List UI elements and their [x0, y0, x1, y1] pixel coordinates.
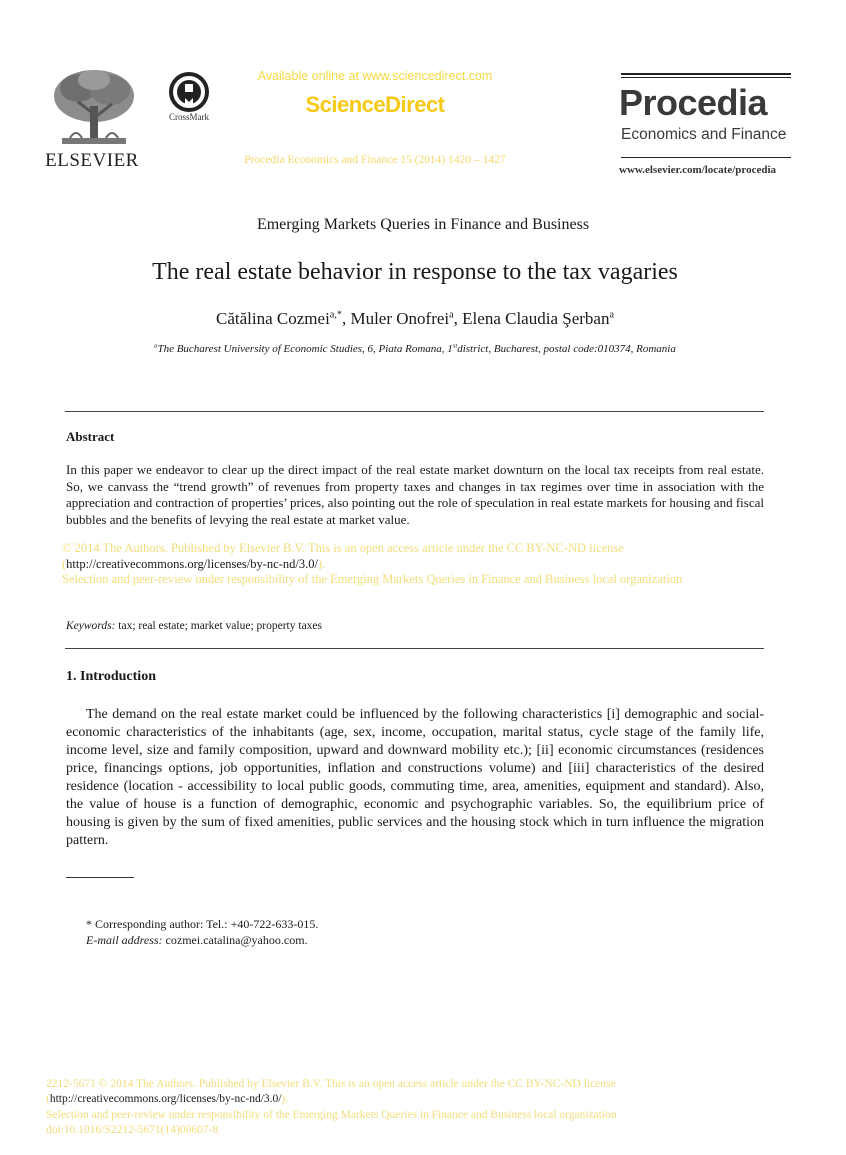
author-separator: , [453, 309, 463, 328]
procedia-subtitle: Economics and Finance [621, 126, 787, 143]
sciencedirect-logo: ScienceDirect [305, 92, 445, 117]
author-name: Muler Onofrei [350, 309, 450, 328]
email-line [86, 933, 308, 948]
author-sup: a,* [329, 309, 342, 321]
footnote-rule [66, 877, 134, 878]
corresponding-author: * Corresponding author: Tel.: +40-722-633-015. [86, 917, 319, 931]
procedia-rule [621, 157, 791, 158]
author-separator: , [341, 309, 351, 328]
footer-license: 2212-5671 © 2014 The Authors. Published by Elsevier B.V. This is an open access article under the CC BY-NC-ND license [46, 1078, 616, 1090]
author-name: Cătălina Cozmei [216, 309, 330, 328]
affiliation-mark: a [154, 342, 158, 350]
license-link[interactable]: http://creativecommons.org/licenses/by-nc-nd/3.0/ [66, 557, 318, 571]
introduction-text: The demand on the real estate market could be influenced by the following characteristics [i] demographic and social-economic characteristics of the inhabitants (age, sex, income, occupation, marital status, cycle stage of the family life, income level, size and family composition, upward and downward mobility etc.); [ii] economic circumstances (residences price, financings options, job opportunities, inflation and constructions volume) and [iii] characteristics of the desired residence (location - accessibility to local public goods, commuting time, area, amenities, equipment and standard). Also, the value of house is a function of demographic, economic and psychographic variables. So, the equilibrium price of housing is given by the sum of fixed amenities, public services and the housing stock which in turn influence the migration pattern. [66, 707, 764, 848]
footer-link-line: (http://creativecommons.org/licenses/by-nc-nd/3.0/). [46, 1093, 289, 1105]
elsevier-wordmark: ELSEVIER [45, 150, 139, 171]
keywords [66, 620, 322, 632]
footer-peer-review: Selection and peer-review under responsibility of the Emerging Markets Queries in Finance and Business local organization [46, 1109, 617, 1121]
footer-license-link[interactable]: http://creativecommons.org/licenses/by-nc-nd/3.0/ [49, 1093, 282, 1105]
author-list [0, 309, 830, 329]
author-sup: a [449, 309, 454, 321]
keywords-text: tax; real estate; market value; property taxes [115, 620, 322, 632]
abstract-text: In this paper we endeavor to clear up the direct impact of the real estate market downturn on the local tax receipts from real estate. So, we canvass the “trend growth” of revenues from property taxes and changes in tax regimes over time in association with the appreciation and contraction of properties’ prices, also pointing out the role of speculation in real estate markets for housing and fiscal bubbles and the benefits of levying the real estate at market value. [66, 462, 764, 527]
affiliation-text: The Bucharest University of Economic Studies, 6, Piata Romana, 1 [157, 343, 453, 355]
affiliation-text: district, Bucharest, postal code:010374, Romania [457, 343, 676, 355]
available-online-text: Available online at www.sciencedirect.com [257, 69, 493, 83]
footer-doi[interactable]: doi:10.1016/S2212-5671(14)00607-8 [46, 1124, 219, 1136]
email-address[interactable]: cozmei.catalina@yahoo.com. [162, 933, 308, 947]
section-rule [65, 648, 764, 649]
journal-reference: Procedia Economics and Finance 15 (2014) 1420 – 1427 [244, 154, 506, 166]
license-link-line: (http://creativecommons.org/licenses/by-nc-nd/3.0/). [62, 557, 326, 571]
author-sup: a [609, 309, 614, 321]
procedia-logo: Procedia [619, 82, 768, 123]
affiliation [0, 343, 830, 355]
license-notice: © 2014 The Authors. Published by Elsevier B.V. This is an open access article under the CC BY-NC-ND license [62, 541, 624, 555]
abstract-heading: Abstract [66, 429, 115, 444]
author-name: Elena Claudia Şerban [462, 309, 610, 328]
journal-url[interactable]: www.elsevier.com/locate/procedia [619, 164, 777, 176]
crossmark-label: CrossMark [169, 112, 209, 122]
section-rule [65, 411, 764, 412]
procedia-rule [621, 77, 791, 78]
email-label: E-mail address: [86, 933, 163, 947]
affiliation-ordinal: st [452, 342, 458, 350]
keywords-label: Keywords: [66, 620, 116, 632]
paper-title: The real estate behavior in response to the tax vagaries [152, 259, 678, 285]
conference-name: Emerging Markets Queries in Finance and Business [256, 216, 590, 233]
peer-review-notice: Selection and peer-review under responsibility of the Emerging Markets Queries in Finance and Business local organization [62, 572, 683, 586]
procedia-rule [621, 73, 791, 75]
section-heading: 1. Introduction [66, 669, 156, 684]
